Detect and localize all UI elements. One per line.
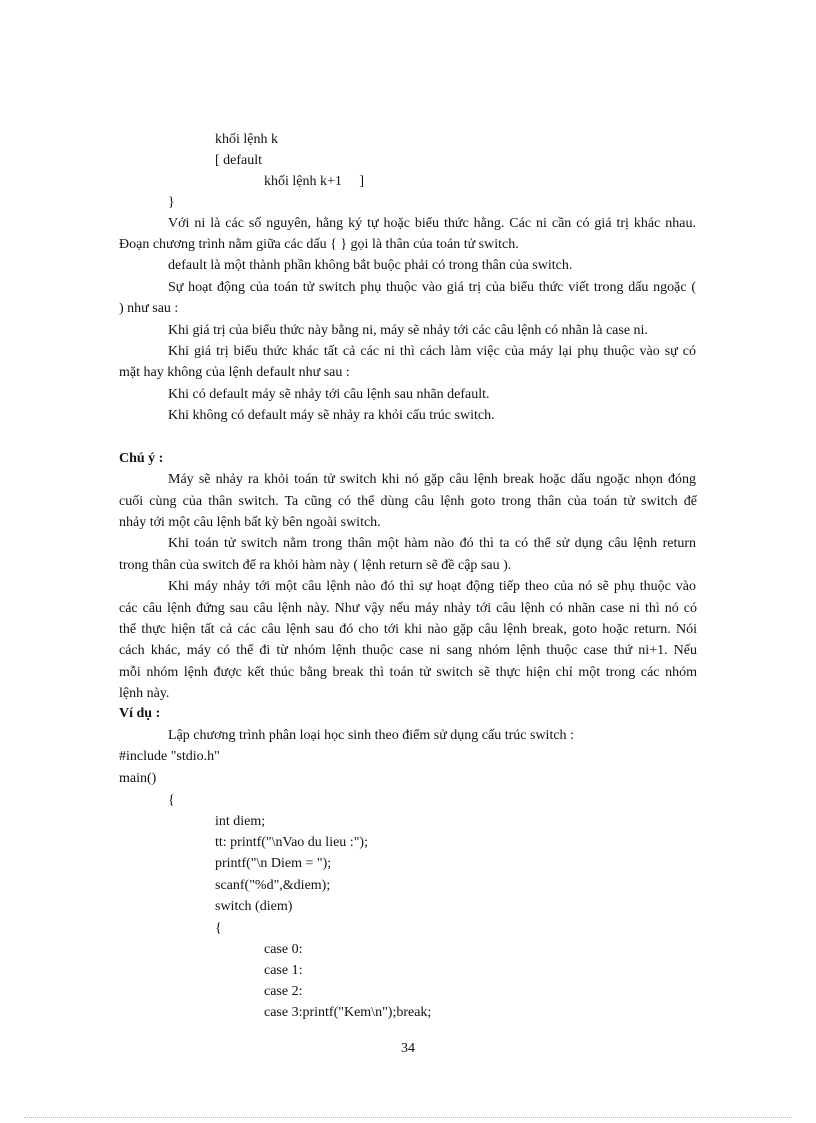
paragraph-line: nhảy tới một câu lệnh bất kỳ bên ngoài switch.	[119, 515, 381, 530]
code-line-close-brace: }	[168, 195, 175, 210]
code-line-khoi-k: khối lệnh k	[215, 132, 278, 147]
paragraph-line: Khi giá trị của biểu thức này bằng ni, máy sẽ nhảy tới các câu lệnh có nhãn là case ni.	[168, 323, 648, 338]
code-line: scanf("%d",&diem);	[215, 878, 331, 893]
paragraph-line: Khi toán tử switch nằm trong thân một hàm nào đó thì ta có thể sử dụng câu lệnh return	[168, 536, 696, 551]
code-line: case 1:	[264, 963, 303, 978]
paragraph-line: cuối cùng của thân switch. Ta cũng có thể dùng câu lệnh goto trong thân của toán tử switch để	[119, 494, 697, 509]
paragraph-line: ) như sau :	[119, 301, 179, 316]
paragraph-line: mặt hay không của lệnh default như sau :	[119, 365, 350, 380]
code-line: {	[215, 921, 222, 936]
code-line-default: [ default	[215, 153, 263, 168]
paragraph-line: default là một thành phần không bắt buộc phải có trong thân của switch.	[168, 258, 573, 273]
code-line: int diem;	[215, 814, 266, 829]
paragraph-line: cách khác, máy có thể đi từ nhóm lệnh thuộc case ni sang nhóm lệnh thuộc case thứ ni+1. Nếu	[119, 643, 697, 658]
paragraph-line: Khi có default máy sẽ nhảy tới câu lệnh sau nhãn default.	[168, 387, 490, 402]
code-line: case 2:	[264, 984, 303, 999]
code-line: {	[168, 793, 175, 808]
paragraph-line: Máy sẽ nhảy ra khỏi toán tử switch khi nó gặp câu lệnh break hoặc dấu ngoặc nhọn đóng	[168, 472, 696, 487]
code-line: main()	[119, 771, 157, 786]
example-heading: Ví dụ :	[119, 706, 161, 721]
paragraph-line: Sự hoạt động của toán tử switch phụ thuộc vào giá trị của biểu thức viết trong dấu ngoặc (	[168, 280, 696, 295]
code-line: tt: printf("\nVao du lieu :");	[215, 835, 368, 850]
paragraph-line: mỗi nhóm lệnh được kết thúc bằng break thì toán tử switch sẽ thực hiện chỉ một trong các nhóm	[119, 665, 697, 680]
paragraph-line: Đoạn chương trình nằm giữa các dấu { } gọi là thân của toán tử switch.	[119, 237, 519, 252]
paragraph-line: Khi giá trị biểu thức khác tất cả các ni thì cách làm việc của máy lại phụ thuộc vào sự có	[168, 344, 696, 359]
paragraph-line: Khi không có default máy sẽ nhảy ra khỏi cấu trúc switch.	[168, 408, 495, 423]
code-line: case 3:printf("Kem\n");break;	[264, 1005, 432, 1020]
note-heading: Chú ý :	[119, 451, 164, 466]
paragraph-line: các câu lệnh đứng sau câu lệnh này. Như vậy nếu máy nhảy tới câu lệnh có nhãn case ni thì nó có	[119, 601, 697, 616]
code-line: switch (diem)	[215, 899, 293, 914]
code-line: case 0:	[264, 942, 303, 957]
paragraph-line: lệnh này.	[119, 686, 170, 701]
paragraph-line: trong thân của switch để ra khỏi hàm này ( lệnh return sẽ đề cập sau ).	[119, 558, 512, 573]
paragraph-line: Khi máy nhảy tới một câu lệnh nào đó thì sự hoạt động tiếp theo của nó sẽ phụ thuộc vào	[168, 579, 696, 594]
page-bottom-divider	[24, 1117, 792, 1118]
example-intro: Lập chương trình phân loại học sinh theo điểm sử dụng cấu trúc switch :	[168, 728, 574, 743]
code-line-khoi-k1: khối lệnh k+1 ]	[264, 174, 365, 189]
code-line: #include "stdio.h"	[119, 749, 220, 764]
paragraph-line: Với ni là các số nguyên, hằng ký tự hoặc biểu thức hằng. Các ni cần có giá trị khác nhau.	[168, 216, 696, 231]
page-number: 34	[401, 1041, 415, 1056]
code-line: printf("\n Diem = ");	[215, 856, 332, 871]
paragraph-line: thể thực hiện tất cả các câu lệnh sau đó cho tới khi nào gặp câu lệnh break, goto hoặc return. Nói	[119, 622, 697, 637]
